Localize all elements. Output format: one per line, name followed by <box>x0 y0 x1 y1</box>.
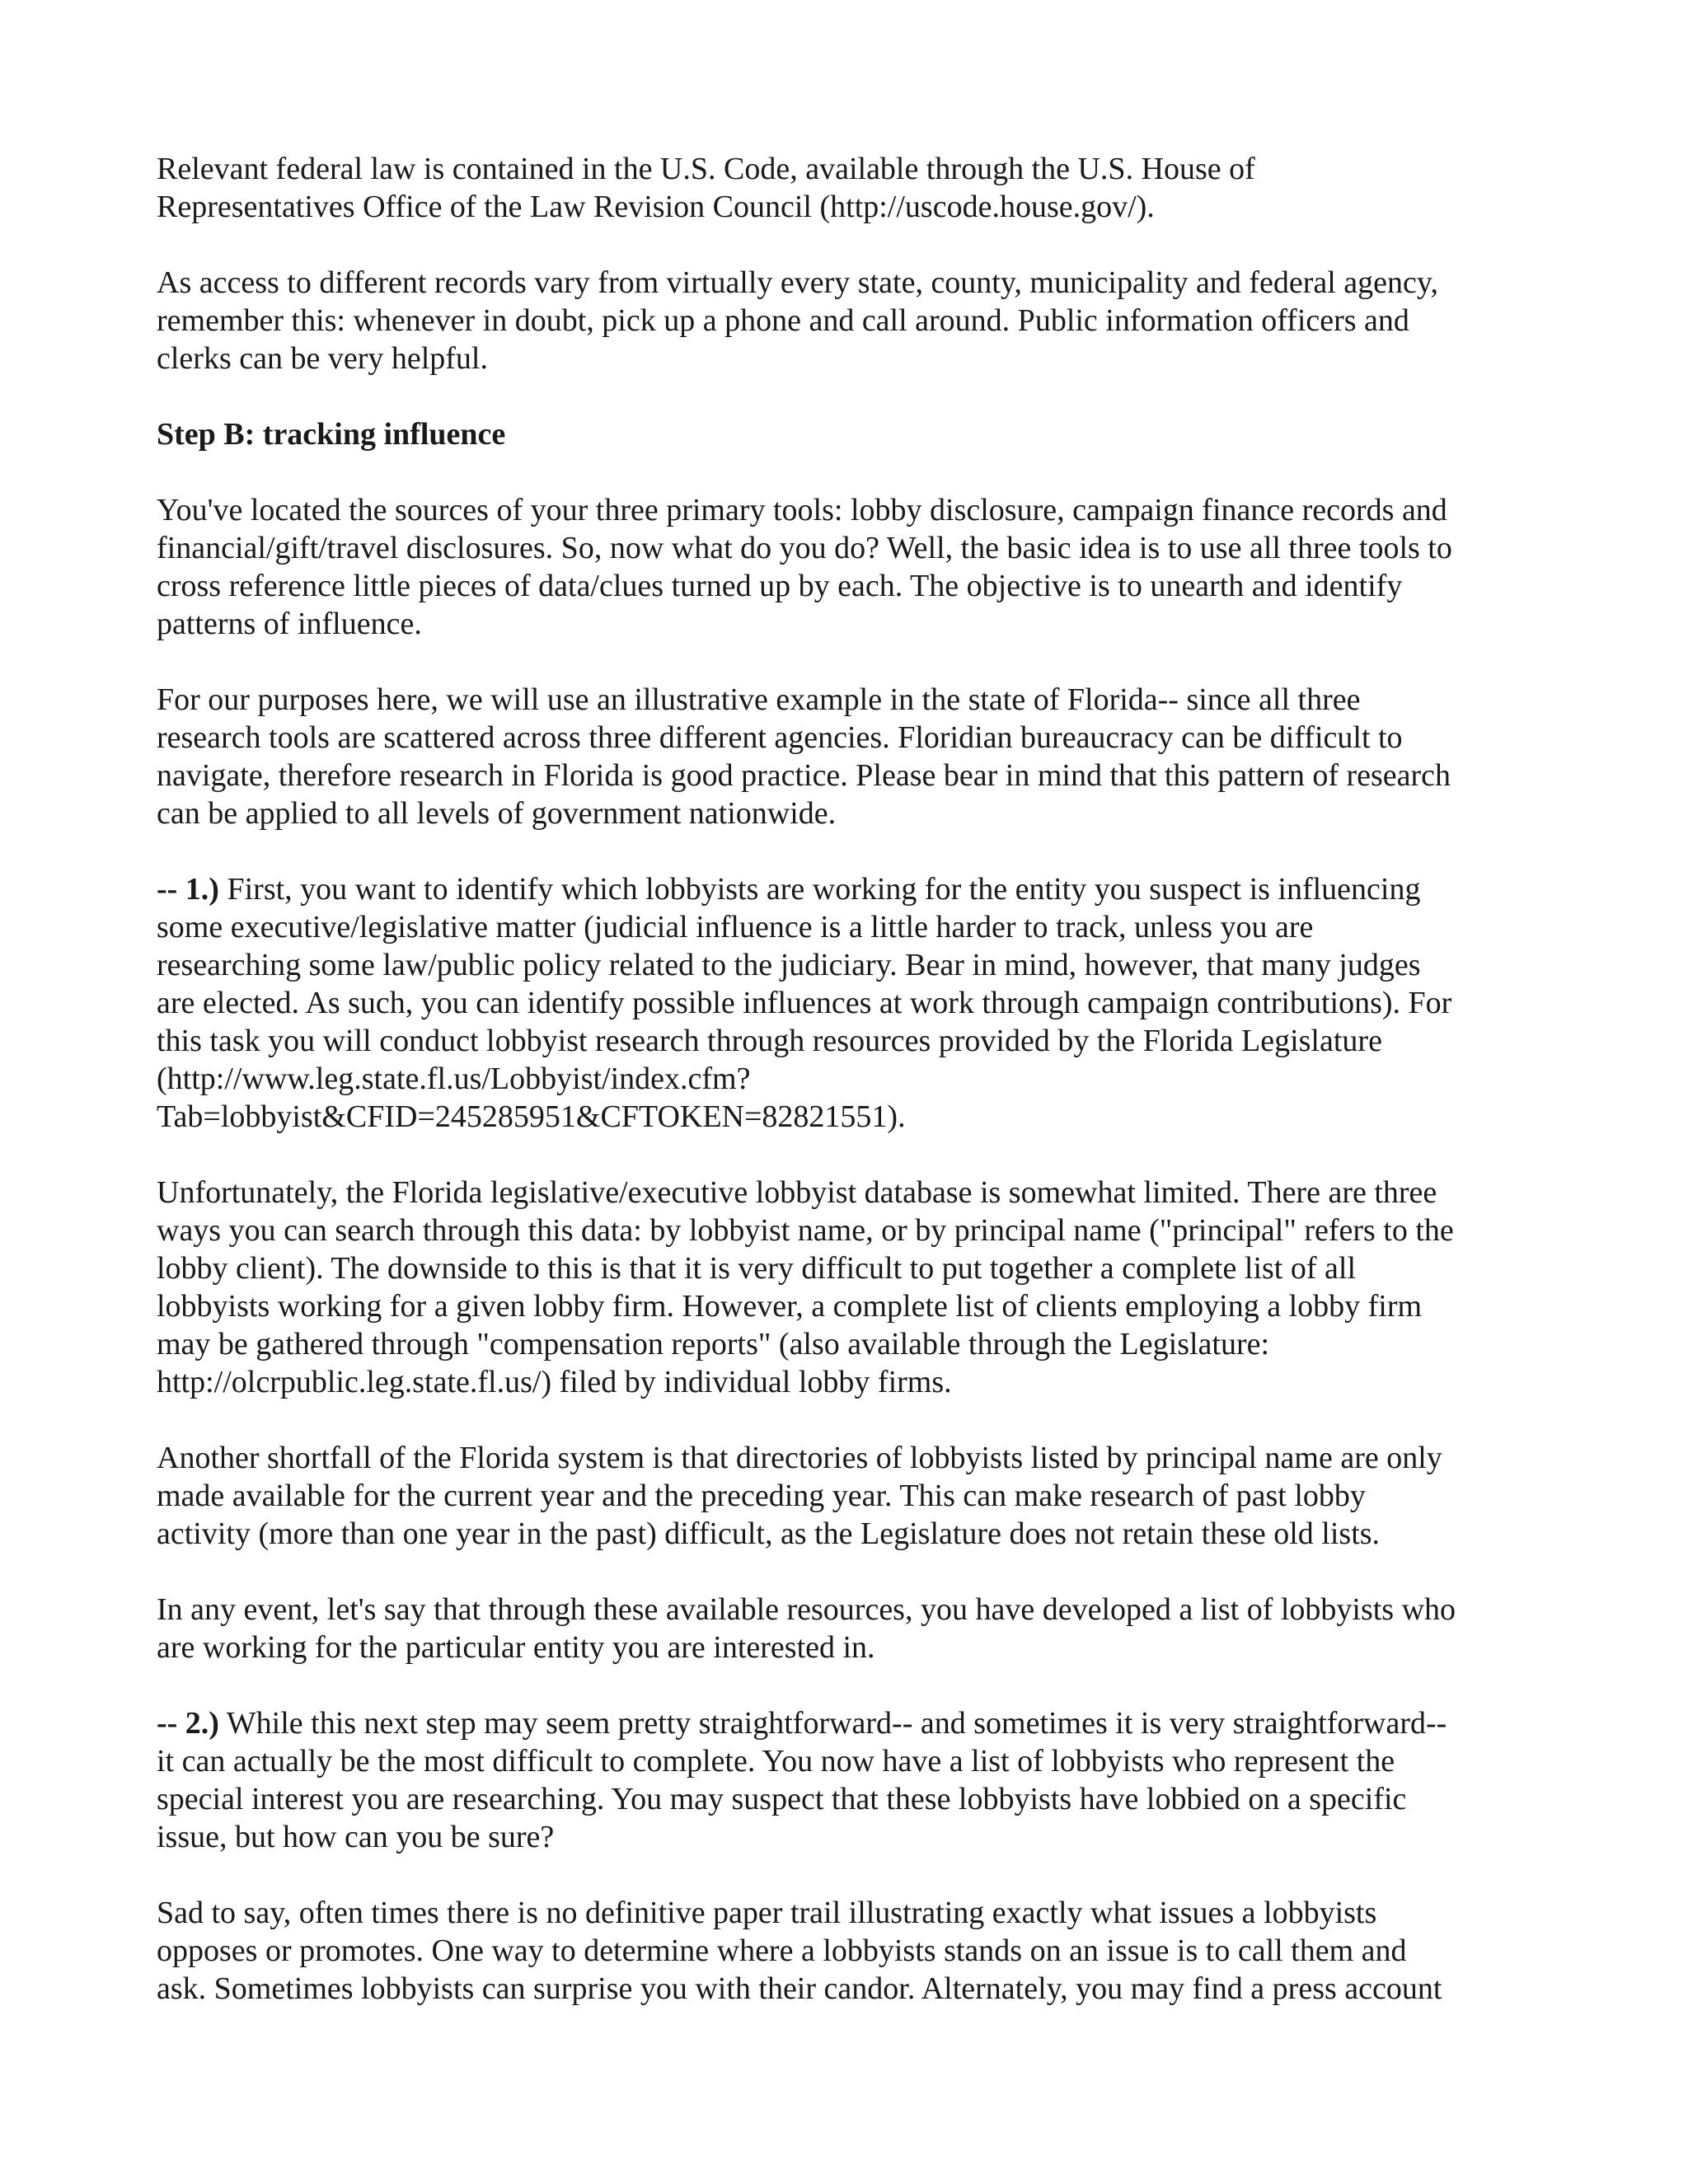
step-2-text: While this next step may seem pretty straightforward-- and sometimes it is very straightforward-- it can actually be the most difficult to complete. You now have a list of lobbyists who represent the special interest you are researching. You may suspect that these lobbyists have lobbied on a specific issue, but how can you be sure? <box>157 1706 1447 1854</box>
paragraph-database-limits: Unfortunately, the Florida legislative/executive lobbyist database is somewhat limited. There are three ways you can search through this data: by lobbyist name, or by principal name ("principal" refers to the lobby client). The downside to this is that it is very difficult to put together a complete list of all lobbyists working for a given lobby firm. However, a complete list of clients employing a lobby firm may be gathered through "compensation reports" (also available through the Legislature: http://olcrpublic.leg.state.fl.us/) filed by individual lobby firms. <box>157 1175 1454 1399</box>
paragraph-primary-tools: You've located the sources of your three primary tools: lobby disclosure, campaign finance records and financial/gift/travel disclosures. So, now what do you do? Well, the basic idea is to use all three tools to cross reference little pieces of data/clues turned up by each. The objective is to unearth and identify patterns of influence. <box>157 493 1452 641</box>
step-2-label: -- 2.) <box>157 1706 219 1741</box>
step-1-text: First, you want to identify which lobbyists are working for the entity you suspect is influencing some executive/legislative matter (judicial influence is a little harder to track, unless you are researching some law/public policy related to the judiciary. Bear in mind, however, that many judges are elected. As such, you can identify possible influences at work through campaign contributions). For this task you will conduct lobbyist research through resources provided by the Florida Legislature (http://www.leg.state.fl.us/Lobbyist/index.cfm? Tab=lobbyist&CFID=245285951&CFTOKEN=82821551). <box>157 872 1452 1134</box>
paragraph-federal-law: Relevant federal law is contained in the U.S. Code, available through the U.S. House of Representatives Office of the Law Revision Council (http://uscode.house.gov/). <box>157 152 1255 224</box>
paragraph-paper-trail: Sad to say, often times there is no definitive paper trail illustrating exactly what issues a lobbyists opposes or promotes. One way to determine where a lobbyists stands on an issue is to call them and ask. Sometimes lobbyists can surprise you with their candor. Alternately, you may find a press account <box>157 1896 1442 2006</box>
document-page <box>157 150 1533 2046</box>
paragraph-shortfall: Another shortfall of the Florida system is that directories of lobbyists listed by principal name are only made available for the current year and the preceding year. This can make research of past lobby activity (more than one year in the past) difficult, as the Legislature does not retain these old lists. <box>157 1441 1442 1551</box>
step-1-label: -- 1.) <box>157 872 219 907</box>
paragraph-any-event: In any event, let's say that through these available resources, you have developed a list of lobbyists who are working for the particular entity you are interested in. <box>157 1592 1456 1665</box>
paragraph-step-2 <box>157 1704 1533 1856</box>
paragraph-florida-example: For our purposes here, we will use an illustrative example in the state of Florida-- since all three research tools are scattered across three different agencies. Floridian bureaucracy can be difficult to navigate, therefore research in Florida is good practice. Please bear in mind that this pattern of research can be applied to all levels of government nationwide. <box>157 682 1451 831</box>
paragraph-records-access: As access to different records vary from virtually every state, county, municipality and federal agency, remember this: whenever in doubt, pick up a phone and call around. Public information officers and clerks can be very helpful. <box>157 265 1438 376</box>
section-heading: Step B: tracking influence <box>157 417 506 452</box>
paragraph-step-1 <box>157 870 1533 1136</box>
